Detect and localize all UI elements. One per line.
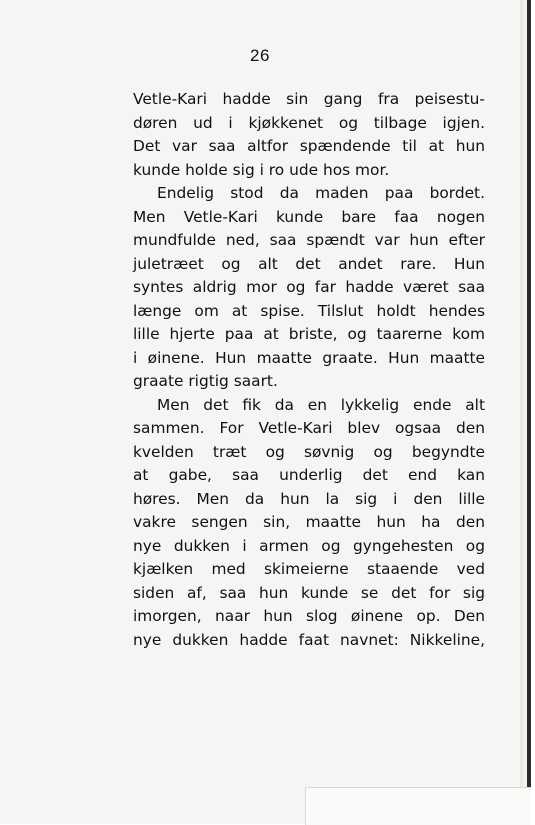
bottom-card-edge — [305, 787, 531, 825]
text-line: i øinene. Hun maatte graate. Hun maatte — [133, 348, 485, 367]
text-line: imorgen, naar hun slog øinene op. Den — [133, 607, 485, 625]
text-line: kjælken med skimeierne staaende ved — [133, 560, 485, 578]
text-line: Vetle-Kari hadde sin gang fra peisestu- — [133, 90, 485, 108]
text-line: døren ud i kjøkkenet og tilbage igjen. — [133, 113, 485, 132]
text-line: juletræet og alt det andet rare. Hun — [133, 254, 485, 273]
text-line: lille hjerte paa at briste, og taarerne kom — [133, 325, 485, 343]
text-line: siden af, saa hun kunde se det for sig — [133, 583, 485, 602]
text-line: nye dukken i armen og gyngehesten og — [133, 536, 485, 555]
text-line: længe om at spise. Tilslut holdt hendes — [133, 301, 485, 320]
text-line: kunde holde sig i ro ude hos mor. — [133, 160, 390, 179]
text-line: Men det fik da en lykkelig ende alt — [157, 395, 485, 414]
text-line: vakre sengen sin, maatte hun ha den — [133, 513, 485, 531]
text-line: syntes aldrig mor og far hadde været saa — [133, 278, 485, 296]
text-line: nye dukken hadde faat navnet: Nikkeline, — [133, 630, 485, 649]
text-line: mundfulde ned, saa spændt var hun efter — [133, 231, 485, 249]
page-number: 26 — [250, 46, 270, 65]
text-line: sammen. For Vetle-Kari blev ogsaa den — [133, 419, 485, 437]
text-line: Det var saa altfor spændende til at hun — [133, 137, 485, 155]
text-line: kvelden træt og søvnig og begyndte — [133, 442, 485, 461]
text-line: Men Vetle-Kari kunde bare faa nogen — [133, 207, 485, 226]
spine-edge — [531, 0, 535, 824]
text-line: at gabe, saa underlig det end kan — [133, 466, 485, 484]
text-line: graate rigtig saart. — [133, 372, 278, 390]
text-line: høres. Men da hun la sig i den lille — [133, 489, 485, 508]
body-text — [133, 88, 485, 652]
text-line: Endelig stod da maden paa bordet. — [157, 184, 485, 202]
